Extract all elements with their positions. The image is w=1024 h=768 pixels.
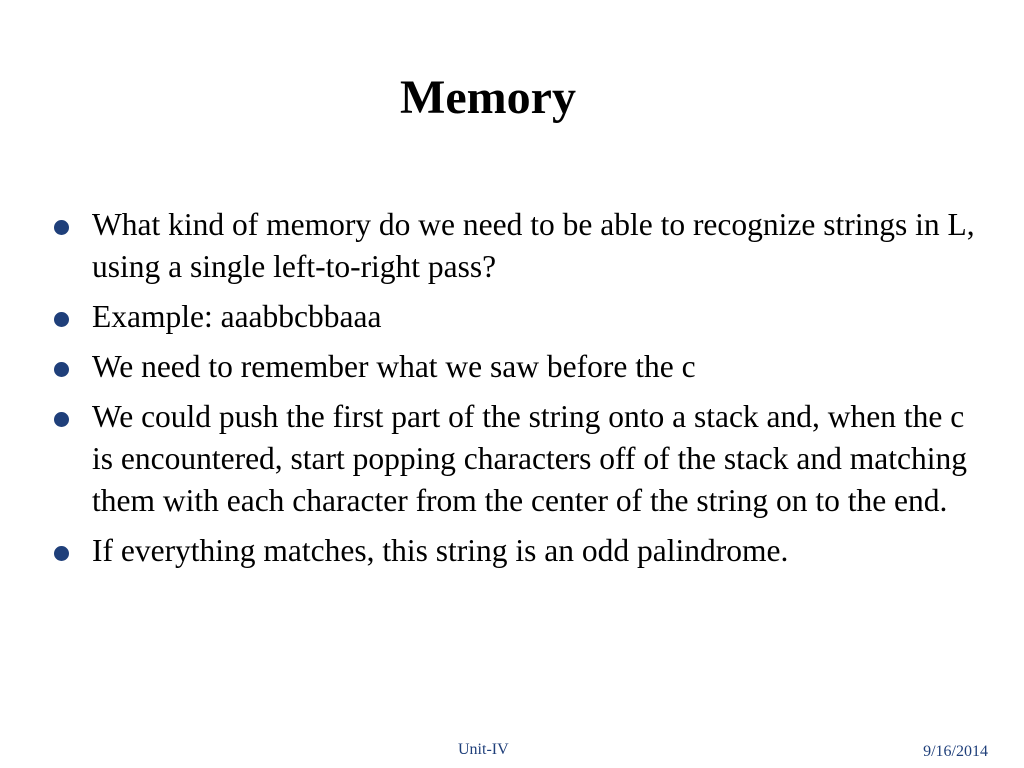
footer-date: 9/16/2014 [923,743,988,760]
bullet-dot-icon [54,362,69,377]
bullet-list [52,204,992,580]
bullet-dot-icon [54,412,69,427]
bullet-item [52,396,992,522]
bullet-item [52,530,992,572]
bullet-item [52,204,992,288]
bullet-dot-icon [54,312,69,327]
footer-unit-label: Unit-IV [458,741,509,758]
bullet-text: Example: aaabbcbbaaa [92,299,382,334]
bullet-text: We could push the first part of the string onto a stack and, when the c is encountered, start popping characters off of the stack and matching them with each character from the center of the string on to the end. [92,399,967,518]
bullet-dot-icon [54,546,69,561]
bullet-dot-icon [54,220,69,235]
bullet-item [52,346,992,388]
bullet-text: We need to remember what we saw before the c [92,349,696,384]
bullet-item [52,296,992,338]
bullet-text: What kind of memory do we need to be able to recognize strings in L, using a single left-to-right pass? [92,207,975,284]
slide-title: Memory [400,71,576,124]
bullet-text: If everything matches, this string is an odd palindrome. [92,533,789,568]
